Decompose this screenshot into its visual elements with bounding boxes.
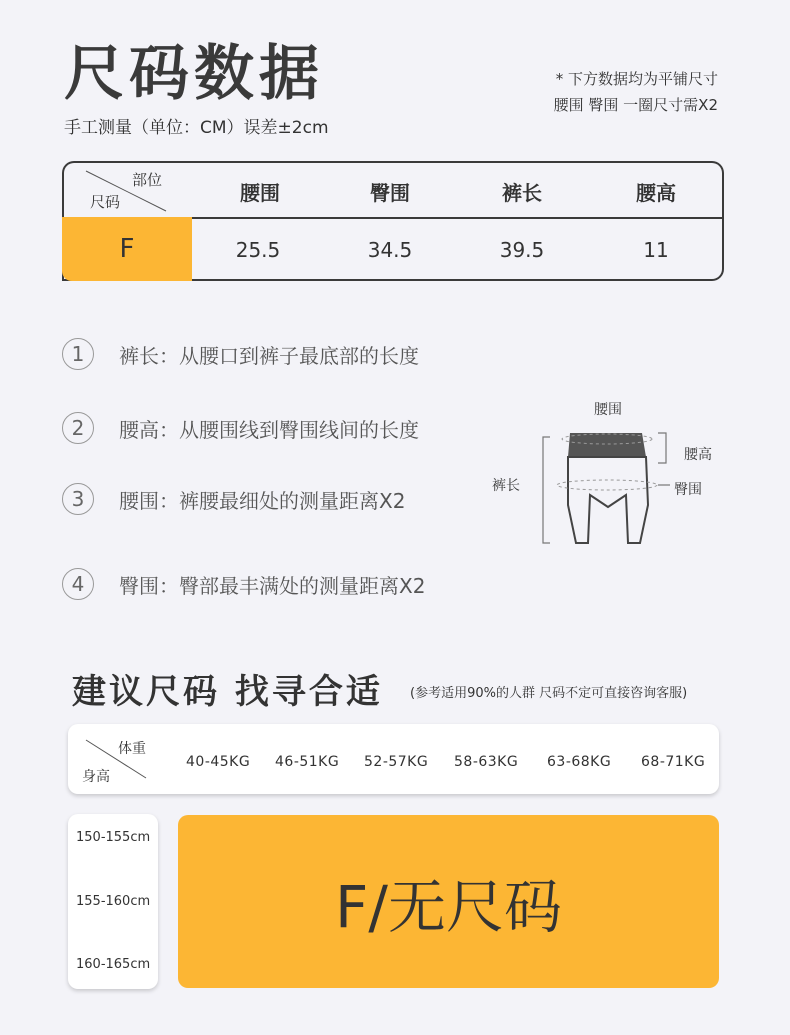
- measure-note-4: [62, 568, 425, 600]
- measure-note-2: [62, 412, 419, 444]
- page-title: 尺码数据: [64, 39, 324, 109]
- illus-label-hip: 臀围: [674, 482, 702, 498]
- value-waist: 25.5: [235, 238, 281, 262]
- measure-note-text: 腰围：裤腰最细处的测量距离X2: [119, 488, 406, 513]
- leggings-icon: [490, 395, 730, 555]
- height-range: 155-160cm: [76, 894, 151, 909]
- height-range: 160-165cm: [76, 957, 151, 972]
- weight-range: 46-51KG: [275, 754, 340, 770]
- size-table: [62, 161, 724, 281]
- column-header-length: 裤长: [502, 181, 542, 205]
- measure-note-1: [62, 338, 419, 370]
- measure-note-text: 腰高：从腰围线到臀围线间的长度: [119, 417, 419, 442]
- illus-label-waist: 腰围: [594, 402, 622, 418]
- corner-label-weight: 体重: [118, 741, 146, 757]
- illus-label-waist-height: 腰高: [684, 447, 712, 463]
- note-line-2: 腰围 臀围 一圈尺寸需X2: [553, 96, 718, 114]
- corner-diagonal: [62, 161, 190, 217]
- recommend-title: 建议尺码 找寻合适: [72, 672, 383, 712]
- size-cell: F: [62, 217, 192, 281]
- weight-range: 63-68KG: [547, 754, 612, 770]
- weight-range: 68-71KG: [641, 754, 706, 770]
- height-column: [68, 814, 158, 989]
- table-corner-cell: [62, 161, 190, 217]
- column-header-waist-height: 腰高: [636, 181, 676, 205]
- note-line-1: * 下方数据均为平铺尺寸: [555, 70, 718, 88]
- column-header-waist: 腰围: [240, 181, 280, 205]
- circled-number: 2: [62, 412, 94, 444]
- leggings-measure-illustration: [490, 395, 730, 555]
- weight-range: 58-63KG: [454, 754, 519, 770]
- measurement-subtitle: 手工测量（单位：CM）误差±2cm: [64, 118, 329, 138]
- value-length: 39.5: [499, 238, 545, 262]
- flat-measure-note: [554, 66, 718, 118]
- corner-label-height: 身高: [82, 769, 110, 785]
- measure-note-3: [62, 483, 405, 515]
- corner-label-part: 部位: [132, 171, 163, 189]
- illus-label-length: 裤长: [492, 478, 520, 494]
- circled-number: 1: [62, 338, 94, 370]
- circled-number: 4: [62, 568, 94, 600]
- table-divider: [190, 217, 724, 219]
- corner-label-size: 尺码: [90, 193, 121, 211]
- weight-range: 52-57KG: [364, 754, 429, 770]
- height-range: 150-155cm: [76, 830, 151, 845]
- recommend-note: (参考适用90%的人群 尺码不定可直接咨询客服): [410, 686, 688, 701]
- circled-number: 3: [62, 483, 94, 515]
- weight-header-bar: [68, 724, 719, 794]
- measure-note-text: 裤长：从腰口到裤子最底部的长度: [119, 343, 419, 368]
- value-hip: 34.5: [367, 238, 413, 262]
- value-waist-height: 11: [643, 238, 669, 262]
- weight-range: 40-45KG: [186, 754, 251, 770]
- column-header-hip: 臀围: [370, 181, 410, 205]
- measure-note-text: 臀围：臀部最丰满处的测量距离X2: [119, 573, 426, 598]
- recommended-size-result: F/无尺码: [178, 815, 719, 988]
